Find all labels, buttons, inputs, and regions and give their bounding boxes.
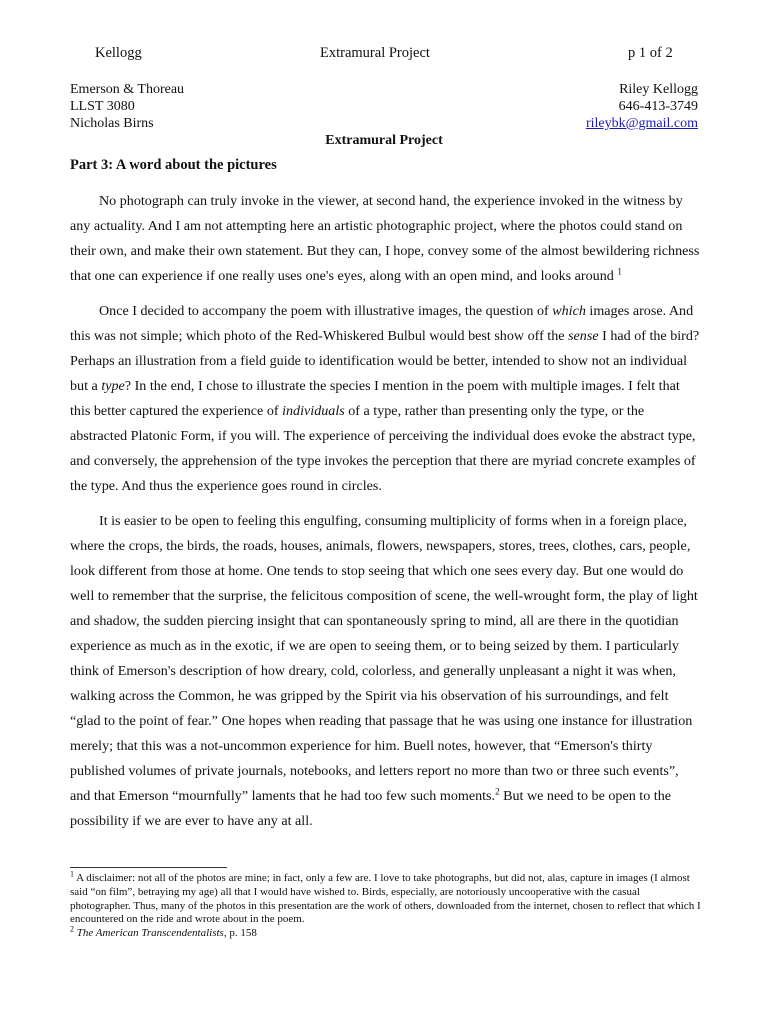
course-line: Nicholas Birns [70, 116, 154, 131]
footnotes [70, 869, 702, 941]
course-info [70, 81, 184, 132]
section-heading: Part 3: A word about the pictures [70, 157, 277, 173]
doc-title: Extramural Project [325, 133, 443, 148]
course-line: LLST 3080 [70, 99, 135, 114]
footnote-ref[interactable]: 2 [495, 786, 500, 797]
footnote-mark: 2 [70, 924, 74, 934]
paragraph: Once I decided to accompany the poem with illustrative images, the question of which images arose. And this was not simple; which photo of the Red-Whiskered Bulbul would best show off the sense I had of the bird? Perhaps an illustration from a field guide to identification would be better, intended to show not an individual but a type? In the end, I chose to illustrate the species I mention in the poem with multiple images. I felt that this better captured the experience of individuals of a type, rather than presenting only the type, or the abstracted Platonic Form, if you will. The experience of perceiving the individual does evoke the abstract type, and conversely, the apprehension of the type invokes the perception that there are myriad concrete examples of the type. And thus the experience goes round in circles. [70, 303, 700, 494]
footnote: $^1$ A disclaimer: not all of the photos are mine; in fact, only a few are. I love to take photographs, but did not, alas, capture in images (I almost said “on film”, betraying my age) all that I would have wished to. Birds, especially, are notoriously uncooperative with the casual photographer. Thus, many of the photos in this presentation are the work of others, downloaded from the internet, chosen to reflect that which I encountered on the ride and wrote about in the poem. [70, 869, 701, 926]
author-email-link[interactable]: rileybk@gmail.com [585, 116, 698, 131]
paragraph: No photograph can truly invoke in the viewer, at second hand, the experience invoked in the witness by any actuality. And I am not attempting here an artistic photographic project, where the photos could stand on their own, and make their own statement. But they can, I hope, convey some of the almost bewildering richness that one can experience if one really uses one's eyes, along with an open mind, and looks around $^1$ [70, 193, 700, 284]
footnote-ref[interactable]: 1 [617, 266, 622, 277]
header-left: Kellogg [95, 45, 142, 61]
author-info [586, 81, 698, 132]
author-name: Riley Kellogg [619, 82, 698, 97]
footnote: $^2$ The American Transcendentalists, p. 158 [70, 924, 257, 940]
course-line: Emerson & Thoreau [70, 82, 185, 97]
author-phone: 646-413-3749 [618, 99, 698, 114]
header-center: Extramural Project [320, 45, 430, 61]
body-text [70, 189, 701, 844]
paragraph: It is easier to be open to feeling this engulfing, consuming multiplicity of forms when in a foreign place, where the crops, the birds, the roads, houses, animals, flowers, newspapers, stores, trees, clothes, cars, people, look different from those at home. One tends to stop seeing that which one sees every day. But one would do well to remember that the surprise, the felicitous composition of scene, the well-wrought form, the play of light and shadow, the sudden piercing insight that can spontaneously spring to mind, all are there in the quotidian experience as much as in the exotic, if we are open to seeing them, or to being seized by them. I particularly think of Emerson's description of how dreary, cold, colorless, and generally unpleasant a night it was when, walking across the Common, he was gripped by the Spirit via his observation of his surroundings, and felt “glad to the point of fear.” One hopes when reading that passage that he was using one instance for illustration merely; that this was a not-uncommon experience for him. Buell notes, however, that “Emerson's thirty published volumes of private journals, notebooks, and letters report no more than two or three such events”, and that Emerson “mournfully” laments that he had too few such moments.$^2$ But we need to be open to the possibility if we are ever to have any at all. [70, 513, 698, 829]
footnote-mark: 1 [70, 869, 74, 879]
header-page-number: p 1 of 2 [628, 45, 673, 61]
footnote-divider [70, 867, 227, 868]
